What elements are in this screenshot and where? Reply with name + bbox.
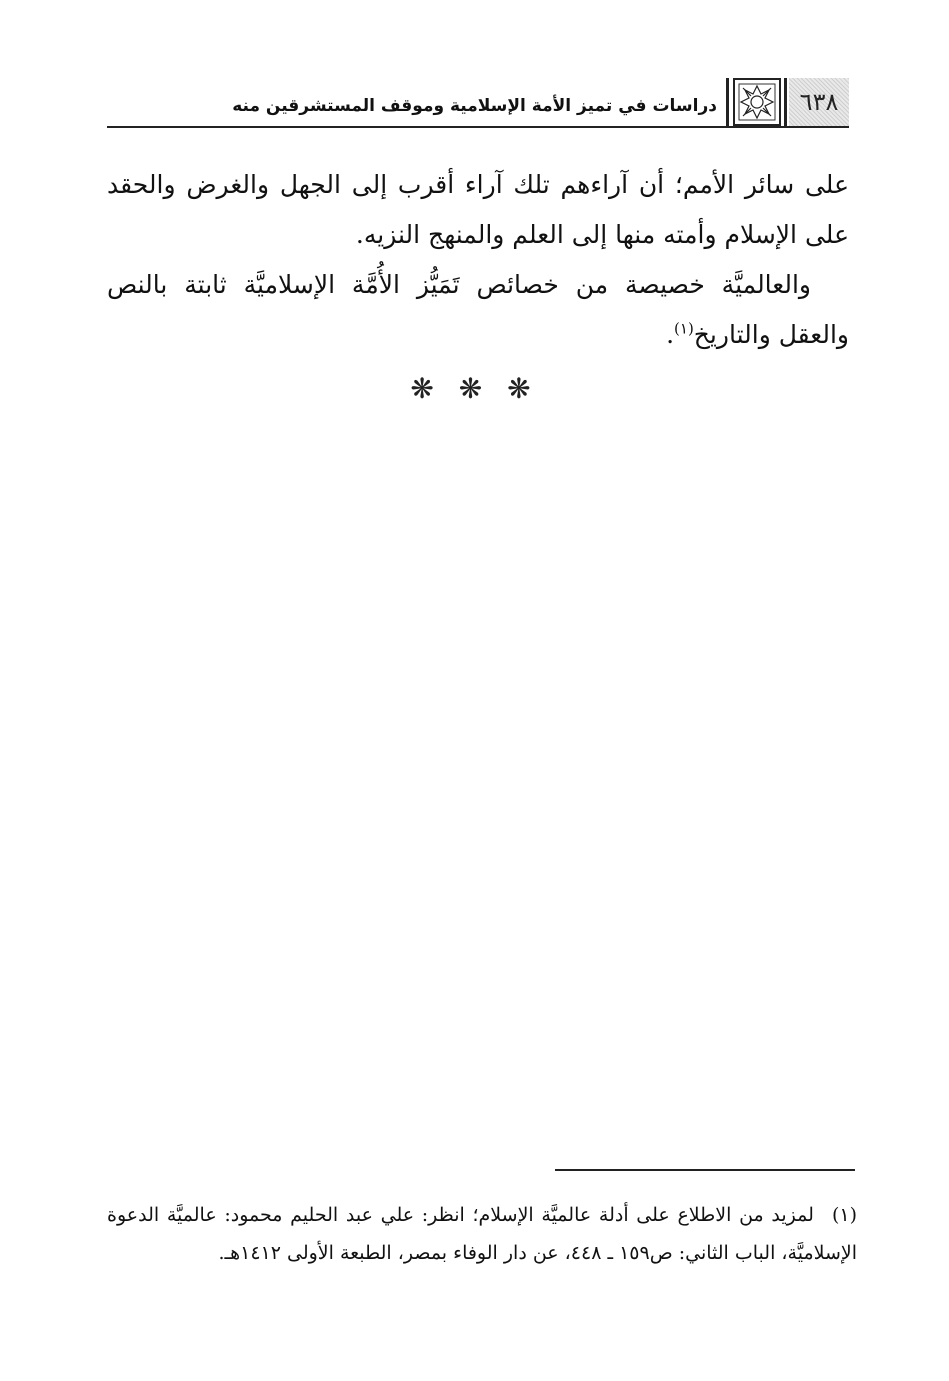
main-text [107,160,849,360]
paragraph-text: والعالميَّة خصيصة من خصائص تَمَيُّز الأُمَّة الإسلاميَّة ثابتة بالنص والعقل والتاريخ [107,270,849,349]
footnote-text: لمزيد من الاطلاع على أدلة عالميَّة الإسلام؛ انظر: علي عبد الحليم محمود: عالميَّة الدعوة الإسلاميَّة، الباب الثاني: ص١٥٩ ـ ٤٤٨، عن دار الوفاء بمصر، الطبعة الأولى ١٤١٢هـ. [107,1204,857,1264]
header-divider [726,78,729,126]
running-title: دراسات في تميز الأمة الإسلامية وموقف المستشرقين منه [232,96,717,116]
paragraph: على سائر الأمم؛ أن آراءهم تلك آراء أقرب إلى الجهل والغرض والحقد على الإسلام وأمته منها إلى العلم والمنهج النزيه. [107,170,849,249]
header-rule [107,126,849,128]
paragraph-end: . [666,320,675,349]
ornament-icon [733,78,781,126]
header-divider [784,78,787,126]
page-number: ٦٣٨ [789,78,849,126]
paragraph [107,260,849,360]
footnote-separator [555,1169,855,1171]
footnote-marker: (١) [831,1204,857,1226]
footnote [107,1196,857,1272]
footnote-reference[interactable]: (١) [674,319,694,338]
running-header [107,78,849,128]
section-break-ornament: ❋ ❋ ❋ [410,372,539,405]
